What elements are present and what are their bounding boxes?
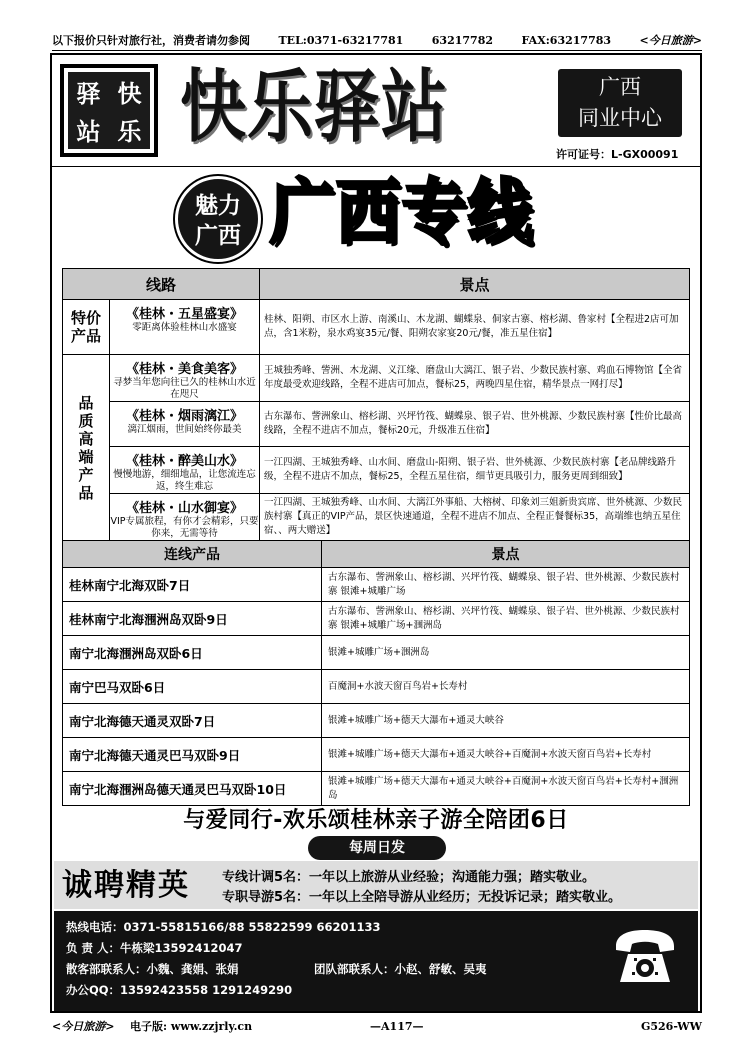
category-label: 品质高端产品: [78, 393, 94, 502]
logo: [60, 64, 158, 157]
group-contacts: 团队部联系人：小赵、舒敏、吴夷: [314, 962, 487, 976]
footer-website[interactable]: 电子版: www.zzjrly.cn: [130, 1020, 253, 1033]
top-info-strip: [52, 30, 702, 50]
charm-guangxi-badge: [175, 176, 261, 262]
logo-char: 快: [117, 79, 142, 108]
route-name: 《桂林・五星盛宴》: [126, 307, 244, 322]
table-row: [63, 670, 690, 704]
attractions-cell: 王城独秀峰、訾洲、木龙湖、义江缘、磨盘山大漓江、银子岩、少数民族村寨、鸡血石博物馆【全省年度最受欢迎线路，全程不进店可加点，餐标25，两晚四星住宿，精华景点一网打尽】: [260, 355, 690, 402]
connect-spots: 银滩+城雕广场+涠洲岛: [322, 636, 690, 670]
route-cell: [110, 494, 260, 541]
table-row: [63, 738, 690, 772]
connect-name: 南宁北海德天通灵巴马双卧9日: [63, 738, 322, 772]
table-row: [63, 704, 690, 738]
tel2-text: 63217782: [431, 33, 494, 47]
recruit-title: 诚聘精英: [62, 868, 190, 903]
connect-table: [62, 540, 690, 806]
main-title: 广西专线: [270, 172, 534, 254]
family-tour-title: 与爱同行-欢乐颂桂林亲子游全陪团6日: [183, 808, 569, 833]
recruit-details: [222, 868, 621, 908]
header-route: 线路: [63, 269, 260, 300]
retail-contacts: 散客部联系人：小魏、龚娟、张娟: [66, 962, 239, 976]
attractions-cell: 一江四湖、王城独秀峰、山水间、磨盘山-阳朔、银子岩、世外桃源、少数民族村寨【老品牌线路升级，全程不进店不加点，餐标25，全程五星住宿，细节更具吸引力，服务更周到细致】: [260, 447, 690, 494]
connect-name: 桂林南宁北海双卧7日: [63, 568, 322, 602]
route-cell: [110, 402, 260, 447]
table-row: [63, 568, 690, 602]
logo-char: 乐: [117, 118, 142, 147]
badge-line1: 魅力: [195, 193, 241, 219]
connect-name: 南宁北海涠洲岛双卧6日: [63, 636, 322, 670]
brand-title: 快乐驿站: [180, 60, 448, 154]
connect-name: 南宁北海德天通灵双卧7日: [63, 704, 322, 738]
table-row: [63, 355, 690, 402]
manager: 负 责 人：牛栋梁13592412047: [66, 941, 243, 955]
connect-spots: 银滩+城雕广场+德天大瀑布+通灵大峡谷+百魔洞+水波天窗百鸟岩+长寿村: [322, 738, 690, 772]
footer-publication: <今日旅游>: [52, 1020, 115, 1033]
header-connect-products: 连线产品: [63, 541, 322, 568]
recruit-line2: 专职导游5名：一年以上全陪导游从业经历；无投诉记录；踏实敬业。: [222, 890, 622, 905]
products-header-row: [63, 269, 690, 300]
license-number: 许可证号：L-GX00091: [556, 148, 679, 161]
route-desc: 零距离体验桂林山水盛宴: [132, 322, 237, 333]
footer: [52, 1018, 702, 1034]
tel-text: TEL:0371-63217781: [278, 33, 404, 47]
table-row: [63, 636, 690, 670]
contact-block: [54, 911, 698, 1011]
badge-line2: 广西: [195, 223, 241, 249]
hotline: 热线电话：0371-55815166/88 55822599 66201133: [66, 920, 381, 934]
header-connect-spots: 景点: [322, 541, 690, 568]
logo-char: 驿: [76, 79, 101, 108]
route-desc: 慢慢地游，细细地品，让您流连忘返，终生难忘: [113, 469, 256, 492]
route-cell: [110, 447, 260, 494]
telephone-icon: [610, 924, 680, 988]
category-quality: [63, 355, 110, 541]
fax-text: FAX:63217783: [521, 33, 612, 47]
notice-text: 以下报价只针对旅行社，消费者请勿参阅: [52, 34, 250, 47]
weekly-departure-badge: 每周日发: [308, 836, 446, 860]
publication-name: <今日旅游>: [639, 34, 702, 47]
logo-char: 站: [76, 118, 101, 147]
center-line2: 同业中心: [578, 106, 662, 130]
page-number: —A117—: [370, 1019, 424, 1033]
center-badge: [558, 69, 682, 137]
header-divider: [52, 166, 700, 167]
attractions-cell: 一江四湖、王城独秀峰、山水间、大漓江外事船、大榕树、印象刘三姐新贵宾席、世外桃源、少数民族村寨【真正的VIP产品，景区快速通道，全程不进店不加点、全程正餐餐标35，高端维也纳五星住宿、、两大赠送】: [260, 494, 690, 541]
connect-spots: 银滩+城雕广场+德天大瀑布+通灵大峡谷: [322, 704, 690, 738]
route-desc: 漓江烟雨，世间始终你最美: [127, 424, 242, 435]
attractions-cell: 桂林、阳朔、市区水上游、南溪山、木龙湖、蝴蝶泉、侗家古寨、榕杉湖、鲁家村【全程进2店可加点，含1米粉，泉水鸡宴35元/餐、阳朔农家宴20元/餐，准五星住宿】: [260, 300, 690, 355]
table-row: [63, 772, 690, 806]
table-row: [63, 300, 690, 355]
route-desc: 寻梦当年您向往已久的桂林山水近在咫尺: [113, 377, 256, 400]
category-label: 特价产品: [70, 309, 101, 345]
table-row: [63, 447, 690, 494]
connect-spots: 古东瀑布、訾洲象山、榕杉湖、兴坪竹筏、蝴蝶泉、银子岩、世外桃源、少数民族村寨 银滩+城雕广场: [322, 568, 690, 602]
header-attractions: 景点: [260, 269, 690, 300]
route-cell: [110, 300, 260, 355]
connect-spots: 百魔洞+水波天窗百鸟岩+长寿村: [322, 670, 690, 704]
connect-spots: 古东瀑布、訾洲象山、榕杉湖、兴坪竹筏、蝴蝶泉、银子岩、世外桃源、少数民族村寨 银滩+城雕广场+涠洲岛: [322, 602, 690, 636]
office-qq: 办公QQ：13592423558 1291249290: [66, 983, 293, 997]
connect-name: 南宁巴马双卧6日: [63, 670, 322, 704]
table-row: [63, 494, 690, 541]
products-table: [62, 268, 690, 541]
table-row: [63, 402, 690, 447]
center-line1: 广西: [599, 75, 641, 99]
table-row: [63, 602, 690, 636]
category-special: [63, 300, 110, 355]
route-name: 《桂林・烟雨漓江》: [126, 409, 244, 424]
connect-header-row: [63, 541, 690, 568]
connect-spots: 银滩+城雕广场+德天大瀑布+通灵大峡谷+百魔洞+水波天窗百鸟岩+长寿村+涠洲岛: [322, 772, 690, 806]
route-name: 《桂林・美食美客》: [126, 362, 244, 377]
edition-code: G526-WW: [640, 1019, 702, 1033]
route-desc: VIP专属旅程，有你才会精彩，只要你来，无需等待: [110, 516, 259, 539]
route-name: 《桂林・山水御宴》: [126, 501, 244, 516]
route-cell: [110, 355, 260, 402]
route-name: 《桂林・醉美山水》: [126, 454, 244, 469]
top-rule: [52, 50, 702, 51]
connect-name: 南宁北海涠洲岛德天通灵巴马双卧10日: [63, 772, 322, 806]
attractions-cell: 古东瀑布、訾洲象山、榕杉湖、兴坪竹筏、蝴蝶泉、银子岩、世外桃源、少数民族村寨【性价比最高线路，全程不进店不加点，餐标20元，升级准五住宿】: [260, 402, 690, 447]
recruit-line1: 专线计调5名：一年以上旅游从业经验；沟通能力强；踏实敬业。: [222, 870, 596, 885]
connect-name: 桂林南宁北海涠洲岛双卧9日: [63, 602, 322, 636]
